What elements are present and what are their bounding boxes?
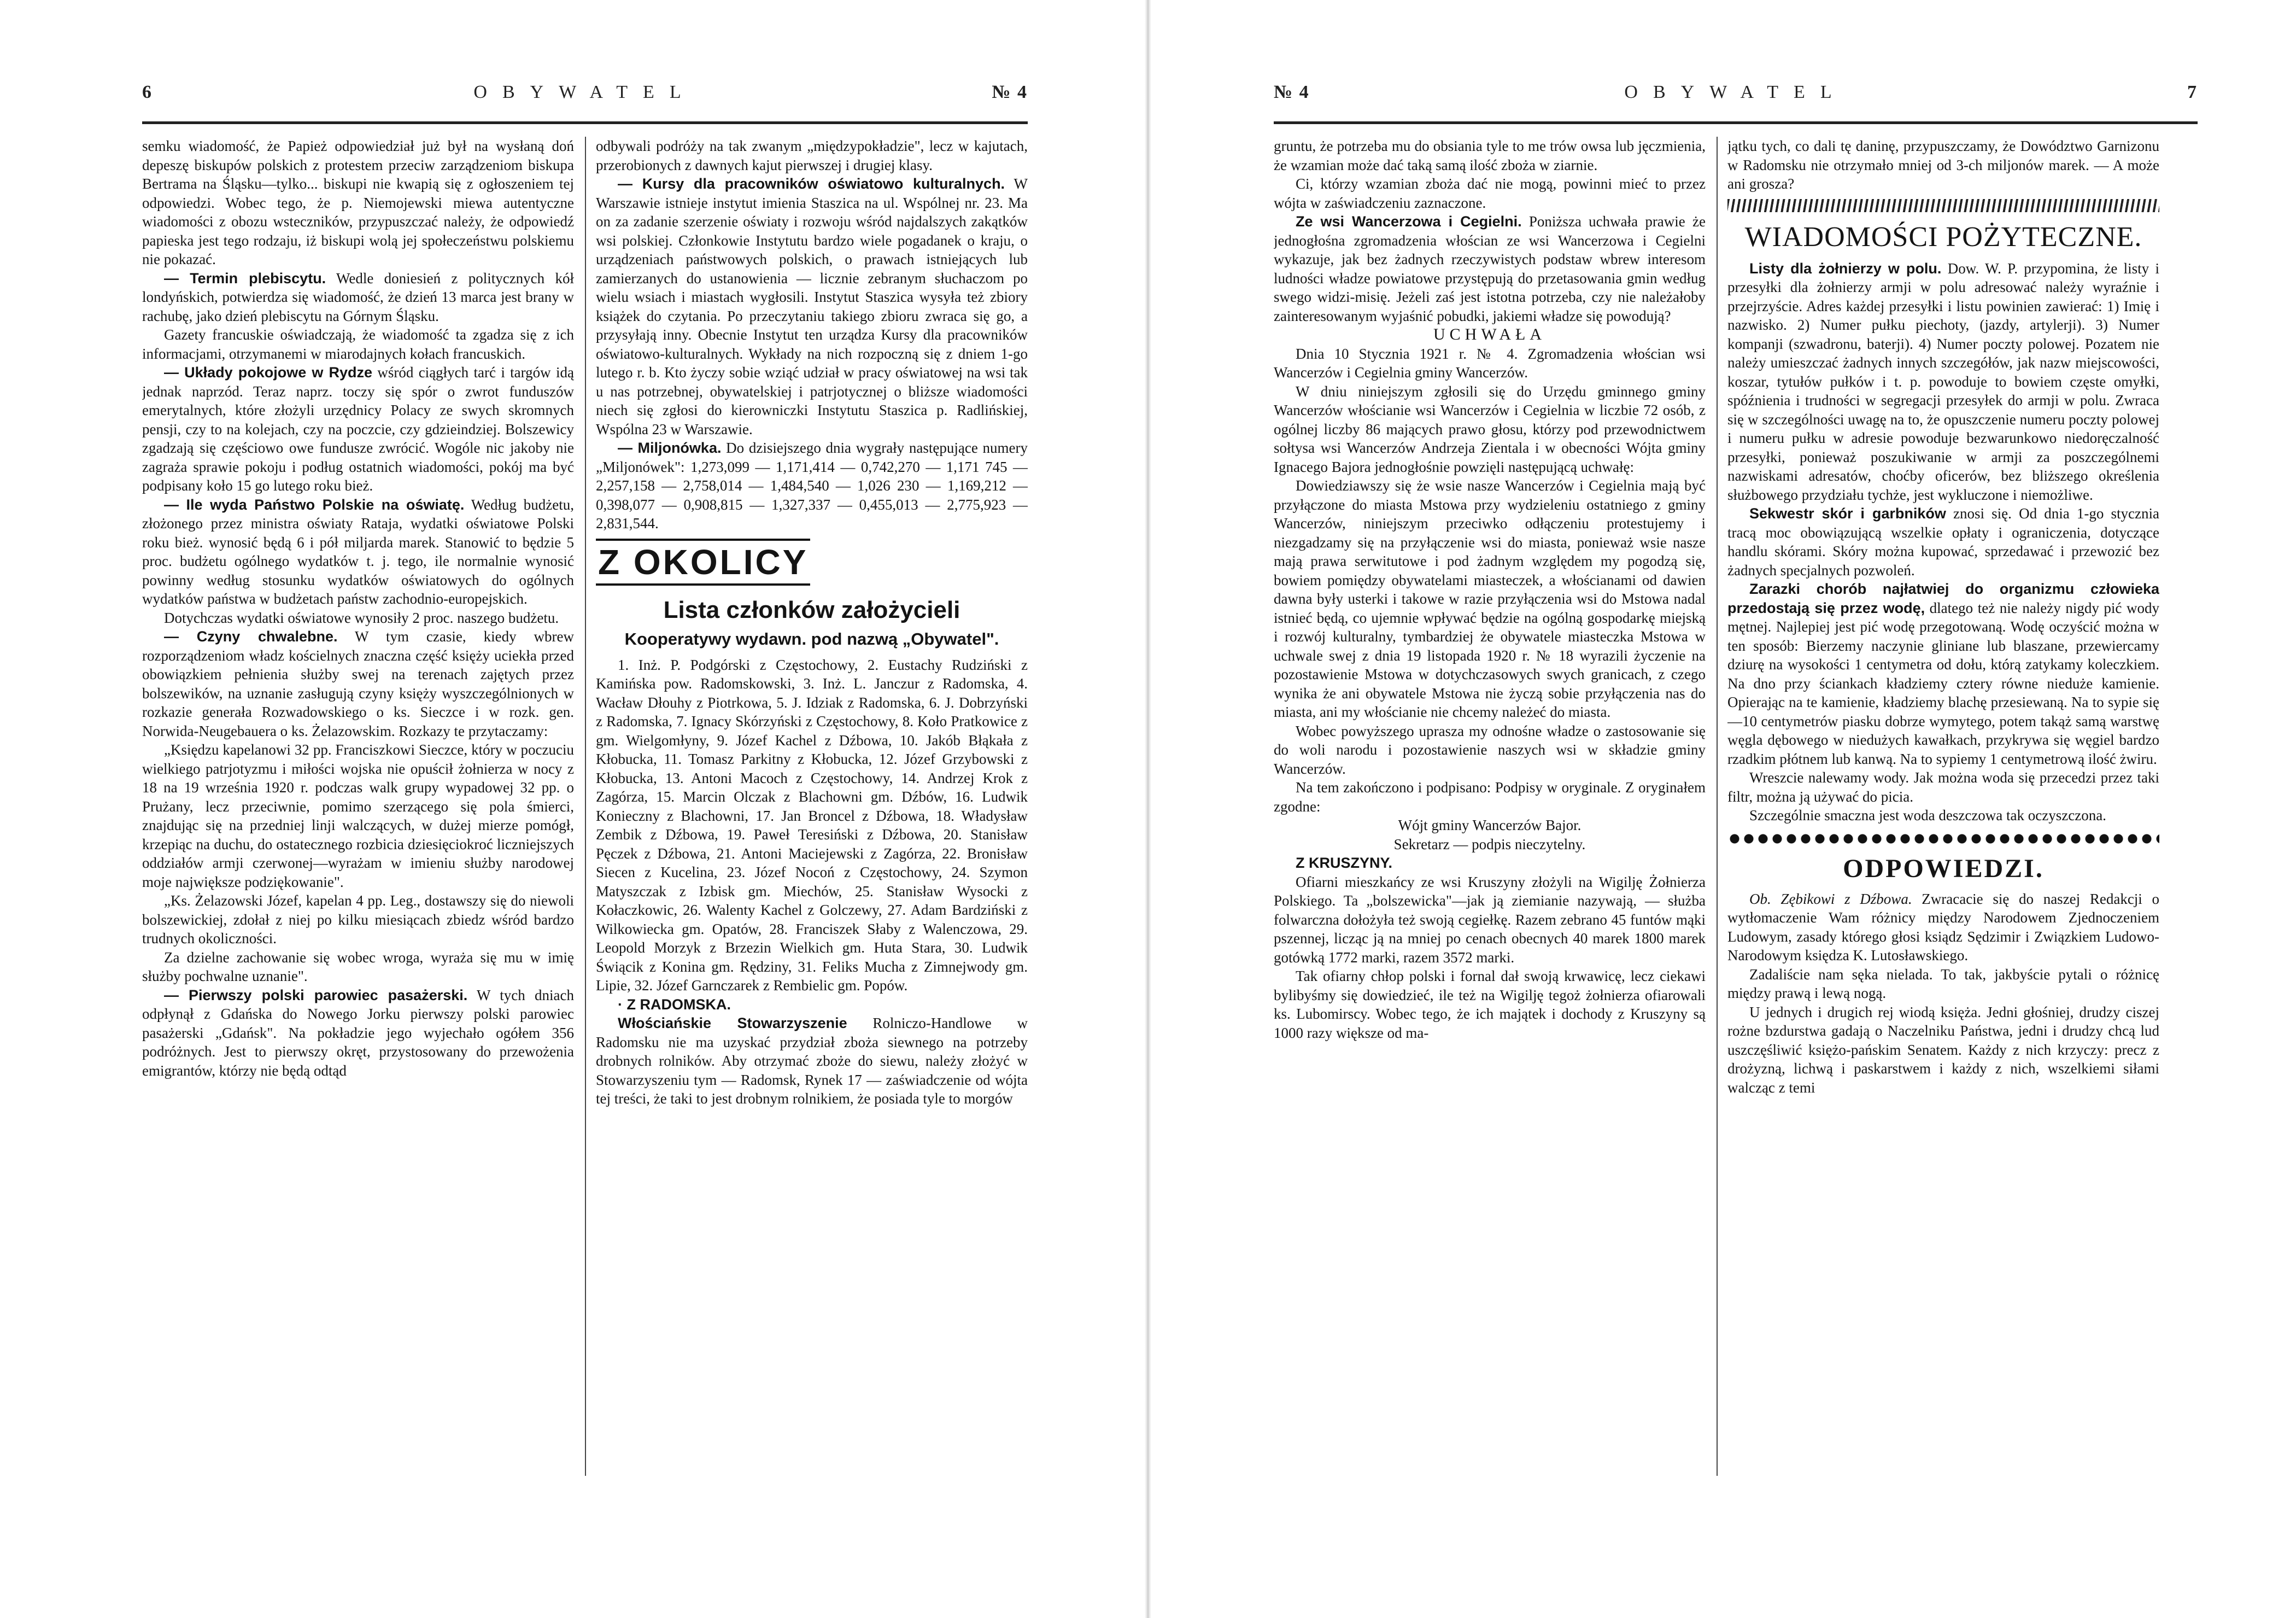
paragraph-text: W Warszawie istnieje instytut imienia Staszica na ul. Wspólnej nr. 23. Ma on za zadanie szerzenie oświaty i rozwoju wśród najdalszych zakątków wsi polskiej. Członkowie Instytutu bardzo wiele pogadanek o kraju, o urządzeniach państwowych polskich, o prawach istniejących lub zamierzanych do ustanowienia — licznie zebranym słuchaczom po wielu wsiach i miastach wygłosili. Instytut Staszica wysyła też zbiory książek do czytania. Po przeczytaniu takiego zbioru zwraca się go, a przysyłają inny. Obecnie Instytut ten urządza Kursy dla pracowników oświatowo-kulturalnych. Wykłady na nich rozpoczną się z dniem 1-go lutego r. b. Kto życzy sobie wziąć udział w pracy oświatowej na wsi tak u nas potrzebnej, obywatelskiej i patrjotycznej o bliższe wiadomości niech się zgłosi do kierowniczki Instytutu Staszica p. Radlińskiej, Wspólna 23 w Warszawie. <box>596 176 1028 437</box>
article-heading: — Pierwszy polski parowiec pasażerski. <box>164 986 468 1003</box>
replies-heading: ODPOWIEDZI. <box>1843 854 2044 883</box>
locality-heading: Z KRUSZYNY. <box>1296 855 1393 871</box>
article-paragraph <box>1727 965 2159 1003</box>
left-page-number: 6 <box>142 82 153 102</box>
paragraph-text: Tak ofiarny chłop polski i fornal dał swoją krwawicę, lecz ciekawi bylibyśmy się dowiedzieć, ile też na Wigilję tegoż żołnierza ofiarowali ks. Lubomirscy. Wobec tego, że ich majątek i dochody z Kruszyny są 1000 razy większe od ma- <box>1274 968 1706 1041</box>
paragraph-text: Do dzisiejszego dnia wygrały następujące numery „Miljonówek": 1,273,099 — 1,171,414 — 0,742,270 — 1,171 745 — 2,257,158 — 2,758,014 — 1,484,540 — 1,026 230 — 1,169,212 — 0,398,077 — 0,908,815 — 1,327,337 — 0,455,013 — 2,775,923 — 2,831,544. <box>596 440 1028 531</box>
right-newspaper-title: OBYWATEL <box>1624 82 1847 102</box>
article-paragraph <box>1727 504 2159 580</box>
paragraph-text: Szczególnie smaczna jest woda deszczowa tak oczyszczona. <box>1749 807 2106 823</box>
article-paragraph <box>142 363 574 495</box>
signature-line: Sekretarz — podpis nieczytelny. <box>1393 836 1586 852</box>
paragraph-text: Ofiarni mieszkańcy ze wsi Kruszyny złożyli na Wigilję Żołnierza Polskiego. Ta „bolszewicka"—jak ją ziemianie nazywają, — służba folwarczna dołożyła też swoją cegiełkę. Razem zebrano 45 funtów mąki pszennej, licząc ją na mniej po cenach obecnych 40 marek 1800 marek gotówką 1772 marki, razem 3572 marki. <box>1274 873 1706 966</box>
article-heading: Zarazki chorób najłatwiej do organizmu człowieka przedostają się przez wodę, <box>1727 581 2159 616</box>
signature-line: Wójt gminy Wancerzów Bajor. <box>1398 817 1582 833</box>
article-heading: Sekwestr skór i garbników <box>1749 505 1946 522</box>
article-heading: — Układy pokojowe w Rydze <box>164 364 372 381</box>
paragraph-text: Na tem zakończono i podpisano: Podpisy w oryginale. Z oryginałem zgodne: <box>1274 779 1706 815</box>
left-issue-number: № 4 <box>992 82 1028 102</box>
paragraph-text: Zwracacie się do naszej Redakcji o wytłomaczenie Wam różnicy między Narodowem Zjednoczeniem Ludowym, zasady którego głosi ksiądz Sędzimir i Związkiem Ludowo-Narodowym księdza K. Lutosławskiego. <box>1727 890 2159 963</box>
paragraph-text: U jednych i drugich rej wiodą księża. Jedni głośniej, drudzy ciszej rożne bzdurstwa gadają o Naczelniku Państwa, jedni i drudzy chcą lud uszczęśliwić księżo-pańskim Senatem. Każdy z nich krzyczy: precz z drożyzną, lichwą i paskarstwem i każdy z nich, wszelkiemi siłami walcząc z temi <box>1727 1003 2159 1096</box>
left-column-1 <box>142 137 574 1481</box>
paragraph-text: odbywali podróży na tak zwanym „międzypokładzie", lecz w kajutach, przerobionych z dawnych kajut pierwszej i drugiej klasy. <box>596 138 1028 173</box>
paragraph-text: Ci, którzy wzamian zboża dać nie mogą, powinni mieć to przez wójta w zaświadczeniu zaznaczone. <box>1274 176 1706 211</box>
left-column-2-articles <box>596 137 1028 533</box>
paragraph-text: Gazety francuskie oświadczają, że wiadomość ta zgadza się z ich informacjami, otrzymanemi w miarodajnych kołach francuskich. <box>142 326 574 362</box>
paragraph-text: znosi się. Od dnia 1-go stycznia tracą moc obowiązującą wszelkie opłaty i ograniczenia, dotyczące handlu skórami. Skóry można kupować, sprzedawać i przewozić bez żadnych specjalnych pozwoleń. <box>1727 505 2159 579</box>
paragraph-text: Poniższa uchwała prawie że jednogłośna zgromadzenia włościan ze wsi Wancerzowa i Cegielni wykazuje, jak bez żadnych rzeczywistych podstaw wbrew interesom ludności władze powiatowe przystępują do przetasowania gmin według swego widzi-misię. Jeżeli zaś jest istotna potrzeba, czy nie należałoby zainteresowanym wyjaśnić pobudki, jakiemi władze się powodują? <box>1274 213 1706 324</box>
article-paragraph <box>1727 137 2159 194</box>
paragraph-text: Zadaliście nam sęka nielada. To tak, jakbyście pytali o różnicę między prawą i lewą nogą. <box>1727 966 2159 1001</box>
article-paragraph <box>596 137 1028 174</box>
paragraph-text: Dnia 10 Stycznia 1921 r. № 4. Zgromadzenia włościan wsi Wancerzów i Cegielnia gminy Wancerzów. <box>1274 345 1706 381</box>
left-header-rule <box>142 121 1028 124</box>
article-paragraph <box>1727 806 2159 825</box>
article-paragraph <box>142 609 574 628</box>
article-paragraph <box>142 891 574 948</box>
article-paragraph <box>1274 344 1706 382</box>
paragraph-text: dlatego też nie należy nigdy pić wody mętnej. Najlepiej jest pić wodę przegotowaną. Wodę oczyścić można w ten sposób: Bierzemy naczynie gliniane lub blaszane, przewiercamy dziurę na wysokości 1 centymetra od dołu, którą zatykamy koleczkiem. Na dno przy ściankach kładziemy cztery równe nieduże kamienie. Opierając na te kamienie, kładziemy blachę przesiewaną. Na to sypie się—10 centymetrów piasku dobrze wymytego, potem takąż samą warstwę węgla dębowego w niedużych kawałkach, przykrywa się węgiel bardzo rzadkim płótnem lub kanwą. Na to sypiemy 1 centymetrową ilość żwiru. <box>1727 599 2159 767</box>
article-paragraph <box>1727 890 2159 965</box>
article-heading: Włościańskie Stowarzyszenie <box>618 1015 847 1031</box>
paragraph-text: jątku tych, co dali tę daninę, przypuszczamy, że Dowództwo Garnizonu w Radomsku nie otrzymało mniej od 3-ch miljonów marek. — A może ani grosza? <box>1727 138 2159 192</box>
right-page-header <box>1274 82 2198 115</box>
article-paragraph <box>1274 137 1706 174</box>
article-paragraph <box>1727 580 2159 768</box>
article-paragraph <box>142 137 574 269</box>
resolution-heading: UCHWAŁA <box>1433 325 1546 343</box>
paragraph-text: gruntu, że potrzeba mu do obsiania tyle to me trów owsa lub jęczmienia, że wzamian może dać taką samą ilość zboża w ziarnie. <box>1274 138 1706 173</box>
dotted-divider <box>1727 832 2159 846</box>
right-column-1 <box>1274 137 1706 1481</box>
article-paragraph <box>596 656 1028 995</box>
article-heading: — Kursy dla pracowników oświatowo kulturalnych. <box>618 176 1005 192</box>
paragraph-text: Według budżetu, złożonego przez ministra oświaty Rataja, wydatki oświatowe Polski roku bież. wynosić będą 6 i pół miljarda marek. Stanowić to będzie 5 proc. budżetu ogólnego wydatków t. j. tego, ile normalnie wynosić powinny według stosunku wydatków oświatowych do ogólnych wydatków państwa w budżetach państw zachodnio-europejskich. <box>142 496 574 607</box>
article-paragraph <box>142 948 574 986</box>
article-paragraph <box>1727 768 2159 806</box>
article-paragraph <box>596 1014 1028 1108</box>
left-newspaper-title: OBYWATEL <box>473 82 696 102</box>
article-paragraph <box>142 325 574 363</box>
paragraph-text: W tym czasie, kiedy wbrew rozporządzeniom władz kościelnych znaczna część księży uciekła przed obowiązkiem pełnienia służby swej na terenach zajętych przez bolszewików, na uznanie zasługują czyny księży wyszczególnionych w rozkazie generała Rozwadowskiego o ks. Sieczce i w rozk. gen. Norwida-Neugebauera o ks. Żelazowskim. Rozkazy te przytaczamy: <box>142 628 574 739</box>
paragraph-text: 1. Inż. P. Podgórski z Częstochowy, 2. Eustachy Rudziński z Kamińska pow. Radomskowski, 3. Inż. L. Janczur z Radomska, 4. Wacław Dłouhy z Piotrkowa, 5. J. Idziak z Radomska, 6. J. Dobrzyński z Radomska, 7. Ignacy Skórzyński z Częstochowy, 8. Koło Pratkowice z gm. Wielgomłyny, 9. Józef Kachel z Dźbowa, 10. Jakób Błąkała z Kłobucka, 11. Tomasz Parkitny z Kłobucka, 12. Józef Grzybowski z Kłobucka, 13. Antoni Macoch z Częstochowy, 14. Andrzej Krok z Zagórza, 15. Marcin Olczak z Blachowni gm. Dźbów, 16. Ludwik Konieczny z Blachowni, 17. Jan Broncel z Dźbowa, 18. Władysław Zembik z Dźbowa, 19. Paweł Teresiński z Dźbowa, 20. Stanisław Pęczek z Dźbowa, 21. Antoni Maciejewski z Zagórza, 22. Bronisław Siecen z Kucelina, 23. Józef Nocoń z Częstochowy, 24. Szymon Matyszczak z Izbisk gm. Miechów, 25. Stanisław Wysocki z Kołaczkowic, 26. Walenty Kachel z Golczewy, 27. Adam Bardziński z Wilkowiecka gm. Opatów, 28. Franciszek Słaby z Walenczowa, 29. Leopold Morzyk z Brzezin Wielkich gm. Huta Stara, 30. Ludwik Świącik z Konina gm. Rędziny, 31. Feliks Mucha z Zimnejwody gm. Lipie, 32. Józef Garnczarek z Rembielic gm. Popów. <box>596 656 1028 994</box>
paragraph-text: Dotychczas wydatki oświatowe wynosiły 2 proc. naszego budżetu. <box>164 609 559 626</box>
article-paragraph <box>1274 722 1706 779</box>
article-paragraph <box>142 495 574 609</box>
reply-addressee: Ob. Zębikowi z Dźbowa. <box>1749 890 1912 907</box>
list-subtitle: Kooperatywy wydawn. pod nazwą „Obywatel". <box>624 629 999 649</box>
article-heading: — Czyny chwalebne. <box>164 628 338 645</box>
right-column-2 <box>1727 137 2159 1481</box>
locality-heading: · Z RADOMSKA. <box>618 996 731 1013</box>
right-page <box>1148 0 2296 1618</box>
left-column-2 <box>596 137 1028 1481</box>
right-header-rule <box>1274 121 2198 124</box>
section-heading-z-okolicy: Z OKOLICY <box>596 539 810 586</box>
paragraph-text: wśród ciągłych tarć i targów idą jednak naprzód. Teraz naprz. toczy się spór o zwrot funduszów emerytalnych, które złożyli urzędnicy Polacy ze swych skromnych pensji, czy to na kolejach, czy na poczcie, czy gdzieindziej. Bolszewicy zgadzają się częściowo owe fundusze zwrócić. Wogóle nic jakoby nie zagraża sprawie pokoju i podług ostatnich wiadomości, pokój ma być podpisany koło 15 go lutego roku bież. <box>142 364 574 494</box>
article-paragraph <box>142 986 574 1080</box>
paragraph-text: W tych dniach odpłynął z Gdańska do Nowego Jorku pierwszy polski parowiec pasażerski „Gdańsk". Na pokładzie jego wyjechało ogółem 356 podróżnych. Jest to pierwszy okręt, przystosowany do przewożenia emigrantów, którzy nie będą odtąd <box>142 986 574 1079</box>
article-paragraph <box>142 269 574 326</box>
article-paragraph <box>1274 778 1706 816</box>
right-column-divider <box>1717 137 1718 1476</box>
article-paragraph <box>1274 873 1706 967</box>
article-paragraph <box>1727 259 2159 505</box>
right-issue-number: № 4 <box>1274 82 1310 102</box>
article-paragraph <box>1274 174 1706 212</box>
paragraph-text: Rolniczo-Handlowe w Radomsku nie ma uzyskać przydział zboża siewnego na potrzeby drobnych rolników. Aby otrzymać zboże do siewu, należy złożyć w Stowarzyszeniu tym — Radomsk, Rynek 17 — zaświadczenie od wójta tej treści, że taki to jest drobnym rolnikiem, że posiada tyle to morgów <box>596 1015 1028 1107</box>
article-heading: Ze wsi Wancerzowa i Cegielni. <box>1296 213 1522 230</box>
article-paragraph <box>1274 382 1706 477</box>
left-column-divider <box>585 137 586 1476</box>
article-heading: — Ile wyda Państwo Polskie na oświatę. <box>164 496 465 513</box>
paragraph-text: „Księdzu kapelanowi 32 pp. Franciszkowi Sieczce, który w poczuciu wielkiego patrjotyzmu i miłości wojska nie opuścił żołnierza w nocy z 18 na 19 września 1920 r. podczas walk grupy wypadowej 32 pp. o Prużany, lecz przeciwnie, pomimo szerzącego się pola śmierci, znajdując się na przedniej linji walczących, w dużej mierze pomógł, krzepiąc na duchu, do ostatecznego rozbicia dziesięciokroć liczniejszych oddziałów armji czerwonej—wyrażam w imieniu służby narodowej moje największe podziękowanie". <box>142 741 574 890</box>
article-heading: Listy dla żołnierzy w polu. <box>1749 260 1942 277</box>
paragraph-text: Dow. W. P. przypomina, że listy i przesyłki dla żołnierzy armji w polu adresować należy wyraźnie i przejrzyście. Adres każdej przesyłki i listu powinien zawierać: 1) Imię i nazwisko. 2) Numer pułku piechoty, (jazdy, artylerji). 3) Numer kompanji (szwadronu, baterji). 4) Numer poczty polowej. Pozatem nie należy umieszczać żadnych innych szczegółów, jak nazw miejscowości, koszar, tytułów pułków i t. p. powoduje to bowiem częste omyłki, spóźnienia i trudności w segregacji przesyłek do armji w polu. Zwraca się w szczególności uwagę na to, że opuszczenie numeru poczty polowej i numeru pułku w adresie powoduje bezwarunkowo niedoręczalność przesyłki, ponieważ poszukiwanie w armji za poszczególnemi nazwiskami adresatów, choćby oficerów, bez bliższego określenia służbowego przydziału tychże, jest wykluczone i niemożliwe. <box>1727 260 2159 503</box>
paragraph-text: semku wiadomość, że Papież odpowiedział już był na wysłaną doń depeszę biskupów polskich z protestem przeciw zarządzeniom biskupa Bertrama na Śląsku—tylko... biskupi nie kwapią się z ogłoszeniem tej odpowiedzi. Wobec tego, że p. Niemojewski miewa autentyczne wiadomości z obozu wsteczników, przypuszczać należy, że odpowiedź papieska jest tego rodzaju, iż biskupi wolą jej społeczeństwu polskiemu nie pokazać. <box>142 138 574 267</box>
article-paragraph <box>1274 967 1706 1042</box>
left-page-header <box>142 82 1028 115</box>
paragraph-text: Dowiedziawszy się że wsie nasze Wancerzów i Cegielnia mają być przyłączone do miasta Mstowa przy wydzieleniu ostatniego z gminy Wancerzów, niniejszym przeciwko odłączeniu protestujemy i niezgadzamy się na przyłączenie wsi do miasta, ponieważ wsie nasze mają prawa serwitutowe i pod żadnym względem my pogodzą się, bowiem pomiędzy obywatelami miasteczek, a włościanami od dawien dawna były usterki i takowe w razie przyłączenia wsi do Mstowa nadal istnieć będą, co ujemnie wpływać będzie na ogólną gospodarkę miejską i rozwój kulturalny, tymbardziej że obywatele miasteczka Mstowa w uchwale swej z dnia 19 listopada 1920 r. № 18 wyrazili życzenie na pozostawienie Mstowa w dotychczasowych swych granicach, z czego wynika że ani obywatele Mstowa nie życzą sobie przyłączenia nas do miasta, ani my włościanie nie chcemy należeć do miasta. <box>1274 477 1706 720</box>
article-paragraph <box>1274 212 1706 325</box>
article-paragraph <box>596 174 1028 439</box>
article-paragraph <box>1727 1003 2159 1097</box>
paragraph-text: Wreszcie nalewamy wody. Jak można woda się przecedzi przez taki filtr, można ją używać do picia. <box>1727 769 2159 805</box>
ornamental-divider <box>1727 199 2159 212</box>
article-paragraph <box>142 740 574 891</box>
paragraph-text: Wobec powyższego uprasza my odnośne władze o zastosowanie się do woli narodu i pozostawienie naszych wsi w składzie gminy Wancerzów. <box>1274 722 1706 777</box>
left-column-2-local-news <box>596 656 1028 1108</box>
article-paragraph <box>596 439 1028 533</box>
paragraph-text: „Ks. Żelazowski Józef, kapelan 4 pp. Leg., dostawszy się do niewoli bolszewickiej, zdołał z niej po kilku miesiącach zbiedz wśród bardzo trudnych okoliczności. <box>142 892 574 947</box>
right-page-number: 7 <box>2187 82 2198 102</box>
paragraph-text: Wedle doniesień z politycznych kół londyńskich, potwierdza się wiadomość, że dzień 13 marca jest brany w rachubę, jako dzień plebiscytu na Górnym Śląsku. <box>142 270 574 324</box>
paragraph-text: W dniu niniejszym zgłosili się do Urzędu gminnego gminy Wancerzów włościanie wsi Wancerzów i Cegielnia w liczbie 72 osób, z ogólnej liczby 86 mających prawo głosu, którzy pod przewodnictwem sołtysa wsi Wancerzów Andrzeja Zientala i w obecności Wójta gminy Ignacego Bajora jednogłośnie powzięli następującą uchwałę: <box>1274 383 1706 475</box>
article-paragraph <box>1274 476 1706 722</box>
paragraph-text: Za dzielne zachowanie się wobec wroga, wyraża się mu w imię służby pochwalne uznanie". <box>142 949 574 984</box>
article-heading: — Termin plebiscytu. <box>164 270 326 287</box>
article-heading: — Miljonówka. <box>618 440 722 456</box>
list-title: Lista członków założycieli <box>663 596 960 623</box>
useful-news-heading: WIADOMOŚCI POŻYTECZNE. <box>1744 221 2142 253</box>
article-paragraph <box>142 627 574 740</box>
